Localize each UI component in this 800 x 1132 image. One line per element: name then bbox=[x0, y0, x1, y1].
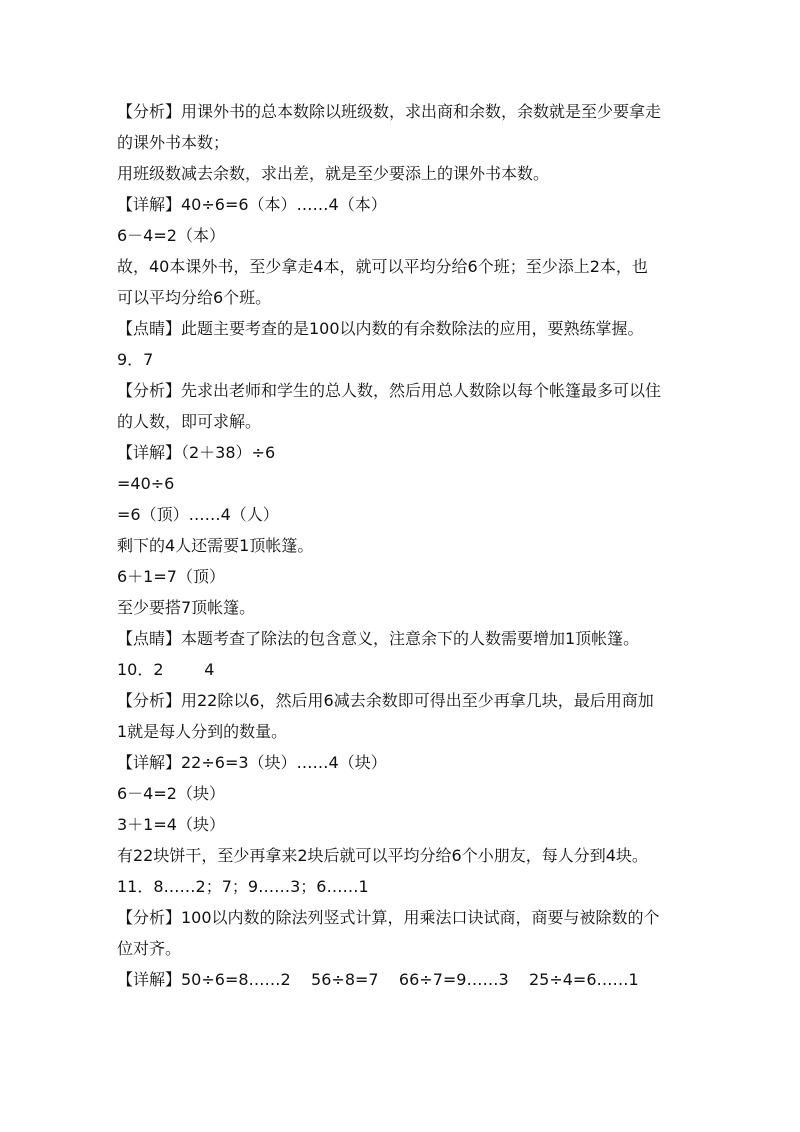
detail-9-line-5: 6＋1=7（顶） bbox=[117, 567, 225, 586]
conclusion-line-2: 可以平均分给6个班。 bbox=[117, 288, 272, 307]
analysis-line-2: 的课外书本数； bbox=[117, 133, 230, 152]
detail-9-line-2: =40÷6 bbox=[117, 474, 175, 493]
answer-11: 11．8……2；7；9……3；6……1 bbox=[117, 877, 369, 896]
analysis-10-line-1: 【分析】用22除以6，然后用6减去余数即可得出至少再拿几块，最后用商加 bbox=[117, 691, 654, 710]
detail-9-line-1: 【详解】（2＋38）÷6 bbox=[117, 443, 276, 462]
comment-line: 【点睛】此题主要考查的是100以内数的有余数除法的应用，要熟练掌握。 bbox=[117, 319, 644, 338]
detail-10-line-4: 有22块饼干，至少再拿来2块后就可以平均分给6个小朋友，每人分到4块。 bbox=[117, 846, 648, 865]
analysis-11-line-2: 位对齐。 bbox=[117, 939, 182, 958]
answer-9: 9．7 bbox=[117, 350, 154, 369]
analysis-10-line-2: 1就是每人分到的数量。 bbox=[117, 722, 288, 741]
analysis-line-1: 【分析】用课外书的总本数除以班级数，求出商和余数，余数就是至少要拿走 bbox=[117, 102, 662, 121]
analysis-9-line-1: 【分析】先求出老师和学生的总人数，然后用总人数除以每个帐篷最多可以住 bbox=[117, 381, 662, 400]
detail-line-2: 6－4=2（本） bbox=[117, 226, 225, 245]
detail-11-line-1: 【详解】50÷6=8……2 56÷8=7 66÷7=9……3 25÷4=6……1 bbox=[117, 970, 639, 989]
conclusion-line-1: 故，40本课外书，至少拿走4本，就可以平均分给6个班；至少添上2本，也 bbox=[117, 257, 648, 276]
detail-10-line-1: 【详解】22÷6=3（块）……4（块） bbox=[117, 753, 387, 772]
detail-10-line-3: 3＋1=4（块） bbox=[117, 815, 225, 834]
answer-10: 10．2 4 bbox=[117, 660, 215, 679]
detail-line-1: 【详解】40÷6=6（本）……4（本） bbox=[117, 195, 387, 214]
analysis-line-3: 用班级数减去余数，求出差，就是至少要添上的课外书本数。 bbox=[117, 164, 550, 183]
analysis-9-line-2: 的人数，即可求解。 bbox=[117, 412, 262, 431]
comment-9-line: 【点睛】本题考查了除法的包含意义，注意余下的人数需要增加1顶帐篷。 bbox=[117, 629, 640, 648]
analysis-11-line-1: 【分析】100以内数的除法列竖式计算，用乘法口诀试商，商要与被除数的个 bbox=[117, 908, 660, 927]
detail-10-line-2: 6－4=2（块） bbox=[117, 784, 225, 803]
detail-9-line-6: 至少要搭7顶帐篷。 bbox=[117, 598, 256, 617]
detail-9-line-3: =6（顶）……4（人） bbox=[117, 505, 279, 524]
detail-9-line-4: 剩下的4人还需要1顶帐篷。 bbox=[117, 536, 314, 555]
